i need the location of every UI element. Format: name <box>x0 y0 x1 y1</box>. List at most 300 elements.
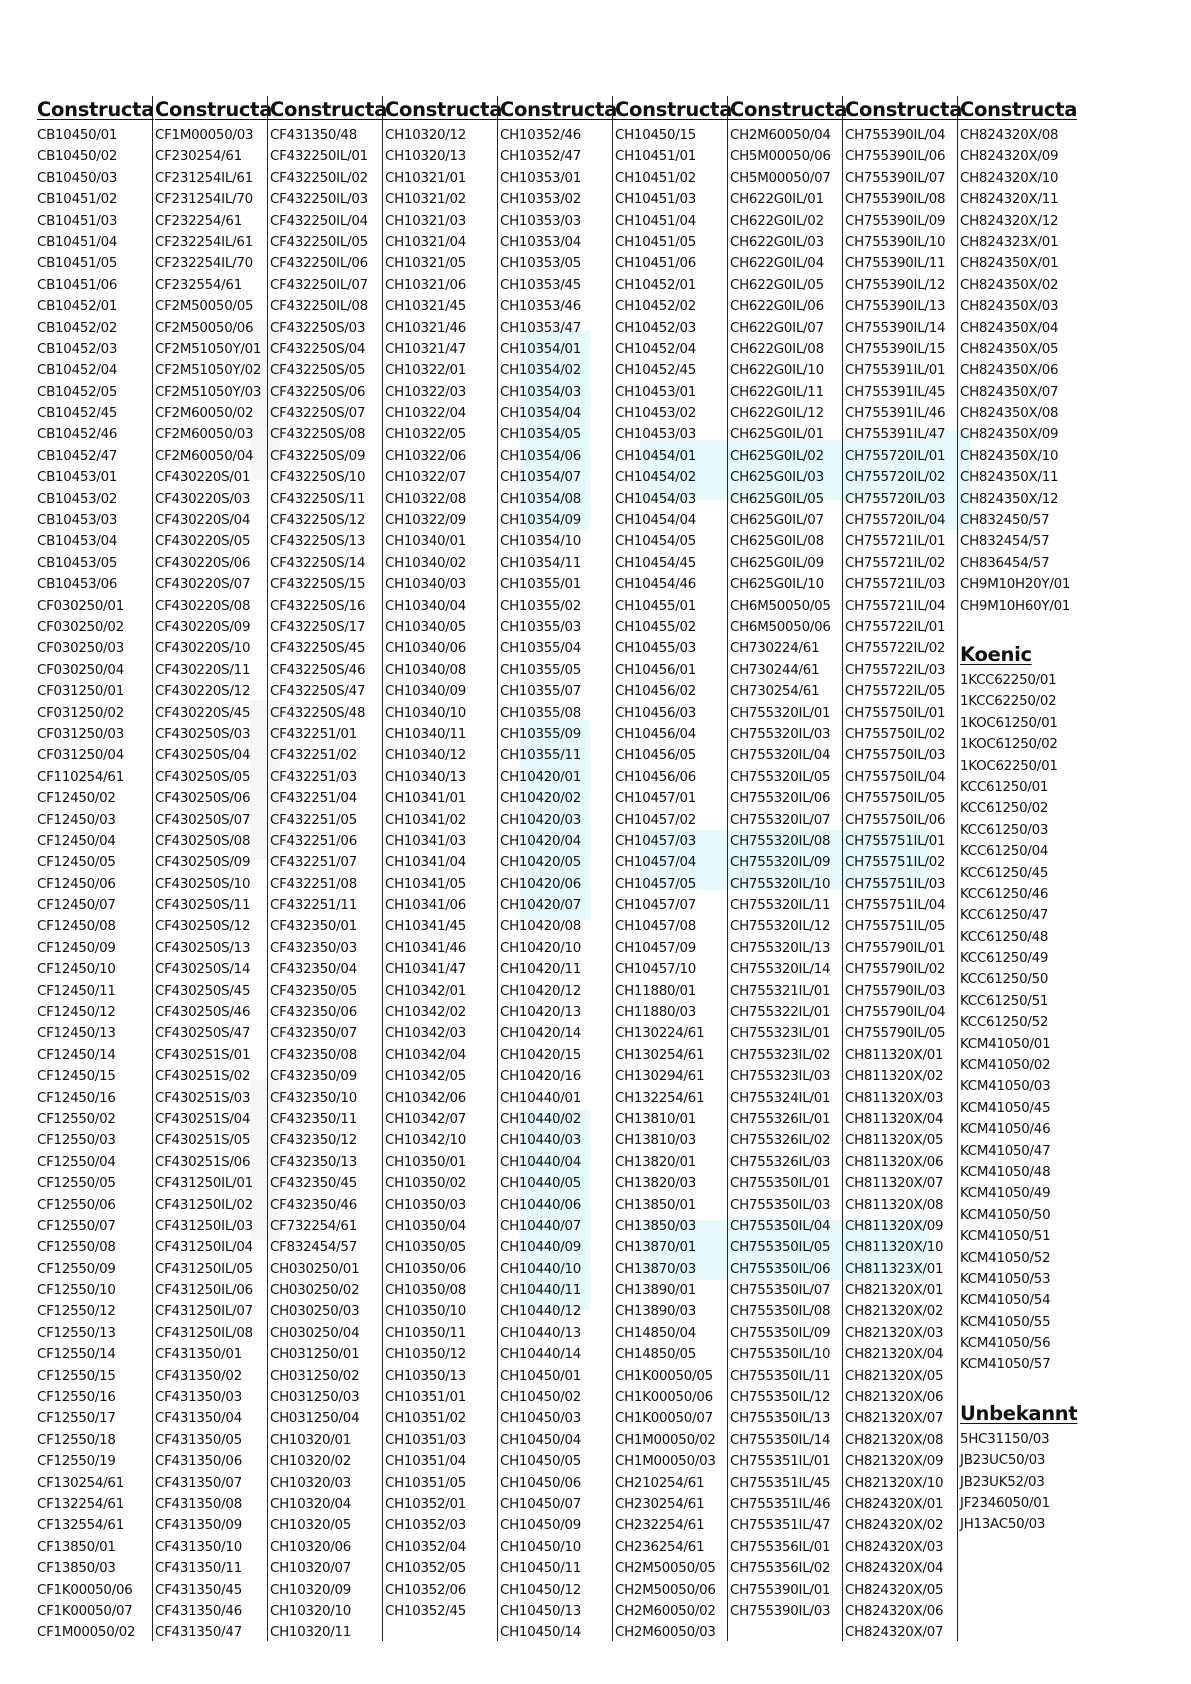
part-number: CH10450/15 <box>615 128 697 143</box>
part-number: CF430250S/06 <box>155 791 251 807</box>
part-number: CH10451/05 <box>615 234 697 250</box>
part-number: CH755720IL/01 <box>845 448 946 464</box>
part-number: CH10450/10 <box>500 1539 582 1555</box>
part-number: CH10342/10 <box>385 1133 467 1149</box>
part-number: CF432251/04 <box>270 791 357 807</box>
part-number: CH10420/06 <box>500 876 582 892</box>
part-number: CH1M00050/03 <box>615 1454 716 1470</box>
part-number: CF432250S/14 <box>270 555 366 571</box>
part-number: CF430220S/06 <box>155 555 251 571</box>
part-number: CF431250IL/06 <box>155 1283 253 1299</box>
part-number: CF430220S/11 <box>155 662 251 678</box>
part-number: CH755390IL/06 <box>845 149 946 165</box>
part-number: CH13810/01 <box>615 1111 697 1127</box>
part-number: CH755350IL/01 <box>730 1176 831 1192</box>
part-number: CH10420/13 <box>500 1005 582 1021</box>
part-number: CF430220S/07 <box>155 577 251 593</box>
part-number: CH755320IL/05 <box>730 769 831 785</box>
part-number: CH821320X/03 <box>845 1325 944 1341</box>
part-number: CH10420/16 <box>500 1069 582 1085</box>
part-number: CH824350X/07 <box>960 384 1059 400</box>
part-number: CH755391IL/47 <box>845 427 946 443</box>
part-number: CH811323X/01 <box>845 1261 944 1277</box>
part-number: CH10350/10 <box>385 1304 467 1320</box>
part-number: CF2M51050Y/03 <box>155 384 262 400</box>
part-number: CH10440/05 <box>500 1176 582 1192</box>
part-number: CF432250S/48 <box>270 705 366 721</box>
part-number: CH755350IL/05 <box>730 1240 831 1256</box>
part-number: CF432350/01 <box>270 919 357 935</box>
part-number: KCM41050/03 <box>960 1079 1051 1095</box>
part-number: CH625G0IL/10 <box>730 577 824 593</box>
part-number: CH10340/02 <box>385 555 467 571</box>
part-number: CH10450/14 <box>500 1625 582 1641</box>
part-number: CH622G0IL/12 <box>730 406 824 422</box>
part-number: CF430250S/47 <box>155 1026 251 1042</box>
part-number: CH755750IL/06 <box>845 812 946 828</box>
part-number: CH10322/05 <box>385 427 467 443</box>
part-number: CH10321/04 <box>385 234 467 250</box>
part-number: CH10420/07 <box>500 898 582 914</box>
part-number: CH232254/61 <box>615 1518 705 1534</box>
part-number: CF432250S/11 <box>270 491 366 507</box>
part-number: CF230254/61 <box>155 149 242 165</box>
part-number: CH10340/13 <box>385 769 467 785</box>
part-number: KCM41050/45 <box>960 1100 1051 1116</box>
part-number: CH031250/04 <box>270 1411 360 1427</box>
part-number: CF432250S/06 <box>270 384 366 400</box>
part-number: CB10452/01 <box>37 299 118 315</box>
part-number: CH10342/01 <box>385 983 467 999</box>
part-number: CH755350IL/04 <box>730 1218 831 1234</box>
part-number: CF232254IL/70 <box>155 256 253 272</box>
part-number: CH755722IL/02 <box>845 641 946 657</box>
part-number: CH130254/61 <box>615 1047 705 1063</box>
part-number: CH755750IL/02 <box>845 726 946 742</box>
part-number: CF430251S/04 <box>155 1111 251 1127</box>
part-number: CH10340/03 <box>385 577 467 593</box>
part-number: CH10341/46 <box>385 940 467 956</box>
part-number: CH10453/03 <box>615 427 697 443</box>
part-number: CH755722IL/01 <box>845 619 946 635</box>
part-number: CH10450/13 <box>500 1603 582 1619</box>
part-number: CH755790IL/02 <box>845 962 946 978</box>
part-number: CH755320IL/09 <box>730 855 831 871</box>
part-number: CF432250IL/03 <box>270 192 368 208</box>
part-number: CH625G0IL/07 <box>730 513 824 529</box>
part-number: CH10352/04 <box>385 1539 467 1555</box>
part-number: CB10453/03 <box>37 513 118 529</box>
part-number: CH2M60050/04 <box>730 128 831 143</box>
part-number: CF2M50050/06 <box>155 320 254 336</box>
part-number: CF12450/05 <box>37 855 116 871</box>
part-number: CF432350/11 <box>270 1111 357 1127</box>
part-number: CF430250S/13 <box>155 940 251 956</box>
part-number: CH10353/03 <box>500 213 582 229</box>
part-number: CH230254/61 <box>615 1497 705 1512</box>
column-5 <box>497 96 618 1641</box>
part-number: CF431250IL/03 <box>155 1218 253 1234</box>
part-number: CH10354/08 <box>500 491 582 507</box>
part-number: CH824350X/02 <box>960 277 1059 293</box>
part-number: CF430220S/08 <box>155 598 251 614</box>
part-number: CH821320X/06 <box>845 1390 944 1406</box>
part-number: CF432350/12 <box>270 1133 357 1149</box>
part-number: 1KCC62250/01 <box>960 672 1057 688</box>
part-number: CH10350/05 <box>385 1240 467 1256</box>
part-number: CF1M00050/03 <box>155 128 254 143</box>
part-number: CH5M00050/07 <box>730 170 831 186</box>
part-number: CH824320X/08 <box>960 128 1059 143</box>
brand-heading: Constructa <box>730 98 848 121</box>
column-9 <box>957 96 1078 1641</box>
part-number: CH755323IL/03 <box>730 1069 831 1085</box>
part-number: KCC61250/02 <box>960 801 1049 817</box>
part-number: CH10450/11 <box>500 1561 582 1577</box>
part-number: CF432250S/16 <box>270 598 366 614</box>
part-number: CH10320/06 <box>270 1539 352 1555</box>
part-number: CB10450/03 <box>37 170 118 186</box>
part-number: CF12550/05 <box>37 1176 116 1192</box>
part-number: CH13890/03 <box>615 1304 697 1320</box>
part-number: CH10456/05 <box>615 748 697 764</box>
part-number: CH10457/02 <box>615 812 697 828</box>
part-number: CF430220S/04 <box>155 513 251 529</box>
part-number: CF430250S/14 <box>155 962 251 978</box>
part-number: CH755750IL/03 <box>845 748 946 764</box>
part-number: CH755350IL/03 <box>730 1197 831 1213</box>
part-number: CH14850/04 <box>615 1325 697 1341</box>
part-number: CH755721IL/02 <box>845 555 946 571</box>
part-number: CH755350IL/12 <box>730 1390 831 1406</box>
part-number: CF430220S/01 <box>155 470 251 486</box>
part-number: CH10450/01 <box>500 1368 582 1384</box>
part-number: CF431350/03 <box>155 1390 242 1406</box>
part-number: CH755721IL/04 <box>845 598 946 614</box>
part-number: CH210254/61 <box>615 1475 705 1491</box>
part-number: CH10350/11 <box>385 1325 467 1341</box>
part-number: KCM41050/47 <box>960 1143 1051 1159</box>
part-number: CH755351IL/46 <box>730 1497 831 1512</box>
part-number: CH755750IL/01 <box>845 705 946 721</box>
part-number: CH10350/08 <box>385 1283 467 1299</box>
part-number: CH10350/02 <box>385 1176 467 1192</box>
part-number: CF432350/10 <box>270 1090 357 1106</box>
part-number: CF030250/03 <box>37 641 124 657</box>
part-number: CH755326IL/03 <box>730 1154 831 1170</box>
part-number: CH10353/47 <box>500 320 582 336</box>
part-number: CF12550/12 <box>37 1304 116 1320</box>
part-number: CH9M10H60Y/01 <box>960 598 1071 614</box>
part-number: CH10352/06 <box>385 1582 467 1598</box>
part-number: CF431350/04 <box>155 1411 242 1427</box>
part-number: CH10352/47 <box>500 149 582 165</box>
column-4 <box>382 96 503 1641</box>
part-number: CF430250S/05 <box>155 769 251 785</box>
part-number: CH10352/01 <box>385 1497 467 1512</box>
part-number: CF432350/07 <box>270 1026 357 1042</box>
part-number: CH821320X/01 <box>845 1283 944 1299</box>
part-number: CH811320X/04 <box>845 1111 944 1127</box>
part-number: CF031250/03 <box>37 726 124 742</box>
part-number: CB10452/45 <box>37 406 118 422</box>
part-number: CB10453/05 <box>37 555 118 571</box>
part-number: CF12450/07 <box>37 898 116 914</box>
part-number: CH10450/06 <box>500 1475 582 1491</box>
part-number: CH10352/45 <box>385 1603 467 1619</box>
part-number: KCM41050/57 <box>960 1357 1051 1373</box>
part-number: CH755323IL/02 <box>730 1047 831 1063</box>
part-number: CF031250/01 <box>37 684 124 700</box>
part-number: CF12550/09 <box>37 1261 116 1277</box>
part-number: CH755320IL/14 <box>730 962 831 978</box>
part-number: CF432251/11 <box>270 898 357 914</box>
part-number: CB10453/06 <box>37 577 118 593</box>
part-number: CH824350X/11 <box>960 470 1059 486</box>
part-number: KCM41050/56 <box>960 1336 1051 1352</box>
part-number: CH10456/01 <box>615 662 697 678</box>
part-number: CB10452/05 <box>37 384 118 400</box>
part-number: CH11880/01 <box>615 983 697 999</box>
brand-heading: Constructa <box>500 98 618 121</box>
part-number: CF432350/46 <box>270 1197 357 1213</box>
part-number: CF432250S/15 <box>270 577 366 593</box>
part-number: CH10321/06 <box>385 277 467 293</box>
part-number: 1KOC62250/01 <box>960 758 1058 774</box>
part-number: CH10342/07 <box>385 1111 467 1127</box>
part-number: CF432250S/09 <box>270 448 366 464</box>
part-number: CH10354/04 <box>500 406 582 422</box>
part-number: CH811320X/08 <box>845 1197 944 1213</box>
part-number: CH10354/03 <box>500 384 582 400</box>
part-number: CF732254/61 <box>270 1218 357 1234</box>
part-number: CF430251S/02 <box>155 1069 251 1085</box>
part-number: CH10352/05 <box>385 1561 467 1577</box>
part-number: CH030250/03 <box>270 1304 360 1320</box>
part-number: CH730254/61 <box>730 684 820 700</box>
part-number: CH811320X/07 <box>845 1176 944 1192</box>
part-number: CH755721IL/01 <box>845 534 946 550</box>
part-number: CH836454/57 <box>960 555 1050 571</box>
part-number: CF432251/03 <box>270 769 357 785</box>
part-number: CH755720IL/02 <box>845 470 946 486</box>
part-number: CH10454/01 <box>615 448 697 464</box>
part-number: CH755320IL/11 <box>730 898 831 914</box>
part-number: CH10341/01 <box>385 791 467 807</box>
part-number: CH10353/02 <box>500 192 582 208</box>
part-number: CF12450/16 <box>37 1090 116 1106</box>
part-number: CH10322/01 <box>385 363 467 379</box>
part-number: CH10456/02 <box>615 684 697 700</box>
part-number: CF431350/47 <box>155 1625 242 1641</box>
part-number: CH755750IL/05 <box>845 791 946 807</box>
part-number: CH824320X/01 <box>845 1497 944 1512</box>
part-number: CF231254IL/70 <box>155 192 253 208</box>
part-number: CH755722IL/05 <box>845 684 946 700</box>
part-number: CH13850/03 <box>615 1218 697 1234</box>
part-number: CH824320X/03 <box>845 1539 944 1555</box>
part-number: CH10354/01 <box>500 341 582 357</box>
part-number: CH10342/05 <box>385 1069 467 1085</box>
part-number: CH755390IL/03 <box>730 1603 831 1619</box>
part-number: CH10340/11 <box>385 726 467 742</box>
part-number: CH10340/04 <box>385 598 467 614</box>
part-number: CH10420/01 <box>500 769 582 785</box>
part-number: CH10454/02 <box>615 470 697 486</box>
part-number: CH755326IL/02 <box>730 1133 831 1149</box>
part-number: CH730224/61 <box>730 641 820 657</box>
part-number: CH755321IL/01 <box>730 983 831 999</box>
part-number: CF1K00050/07 <box>37 1603 133 1619</box>
part-number: CH10456/06 <box>615 769 697 785</box>
part-number: CF432350/09 <box>270 1069 357 1085</box>
part-number: CF030250/04 <box>37 662 124 678</box>
part-number: CH755790IL/05 <box>845 1026 946 1042</box>
part-number: CH10452/03 <box>615 320 697 336</box>
part-number: CH10440/01 <box>500 1090 582 1106</box>
part-number: CF432251/08 <box>270 876 357 892</box>
part-number: CH821320X/09 <box>845 1454 944 1470</box>
part-number: CF12450/08 <box>37 919 116 935</box>
part-number: CH10452/01 <box>615 277 697 293</box>
part-number: CH10420/02 <box>500 791 582 807</box>
part-number: CH130224/61 <box>615 1026 705 1042</box>
part-number: CH10354/11 <box>500 555 582 571</box>
part-number: CH755751IL/03 <box>845 876 946 892</box>
part-number: CH10455/02 <box>615 619 697 635</box>
column-3 <box>267 96 388 1641</box>
part-number: CH10354/05 <box>500 427 582 443</box>
part-number: CF432350/45 <box>270 1176 357 1192</box>
part-number: CH811320X/02 <box>845 1069 944 1085</box>
part-number: CH755390IL/01 <box>730 1582 831 1598</box>
part-number: CH13820/01 <box>615 1154 697 1170</box>
part-number: CF12450/09 <box>37 940 116 956</box>
part-number: CH11880/03 <box>615 1005 697 1021</box>
part-number: CH10320/13 <box>385 149 467 165</box>
part-number: CH10354/06 <box>500 448 582 464</box>
part-number: CH13890/01 <box>615 1283 697 1299</box>
part-number: CF432251/05 <box>270 812 357 828</box>
part-number: CH10321/01 <box>385 170 467 186</box>
part-number: CH10322/09 <box>385 513 467 529</box>
part-number: CH9M10H20Y/01 <box>960 577 1071 593</box>
part-number: CH10420/12 <box>500 983 582 999</box>
part-number: CH622G0IL/02 <box>730 213 824 229</box>
part-number: CH10320/12 <box>385 128 467 143</box>
part-number: CF12550/08 <box>37 1240 116 1256</box>
part-number: CH10351/01 <box>385 1390 467 1406</box>
part-number: CF432250S/45 <box>270 641 366 657</box>
part-number: CF431350/45 <box>155 1582 242 1598</box>
part-number: CH13870/03 <box>615 1261 697 1277</box>
part-number: CH622G0IL/04 <box>730 256 824 272</box>
part-number: CF430220S/45 <box>155 705 251 721</box>
part-number: CH824350X/08 <box>960 406 1059 422</box>
part-number: CB10451/02 <box>37 192 118 208</box>
part-number: CH10351/04 <box>385 1454 467 1470</box>
part-number: CF12450/14 <box>37 1047 116 1063</box>
section-gap <box>960 1376 1072 1400</box>
part-number: CH10355/09 <box>500 726 582 742</box>
section-gap <box>960 617 1072 641</box>
part-number: CF430250S/07 <box>155 812 251 828</box>
part-number: CH755356IL/01 <box>730 1539 831 1555</box>
part-number: CH10457/09 <box>615 940 697 956</box>
part-number: CH10354/10 <box>500 534 582 550</box>
part-number: CH824350X/05 <box>960 341 1059 357</box>
part-number: CH10450/04 <box>500 1432 582 1448</box>
part-number: CH811320X/06 <box>845 1154 944 1170</box>
part-number: CH755322IL/01 <box>730 1005 831 1021</box>
part-number: CH10455/01 <box>615 598 697 614</box>
part-number: CH10322/06 <box>385 448 467 464</box>
part-number: CH625G0IL/05 <box>730 491 824 507</box>
part-number: CH6M50050/05 <box>730 598 831 614</box>
part-number: CH10355/05 <box>500 662 582 678</box>
part-number: CH755751IL/05 <box>845 919 946 935</box>
part-number: CH755320IL/04 <box>730 748 831 764</box>
part-number: CH10451/03 <box>615 192 697 208</box>
part-number: CH13870/01 <box>615 1240 697 1256</box>
part-number: CH10342/02 <box>385 1005 467 1021</box>
part-number: CF12550/04 <box>37 1154 116 1170</box>
brand-heading: Koenic <box>960 642 1032 666</box>
part-number: CH10354/09 <box>500 513 582 529</box>
part-number: CH10320/04 <box>270 1497 352 1512</box>
part-number: CH755390IL/04 <box>845 128 946 143</box>
part-number: CH10350/06 <box>385 1261 467 1277</box>
part-number: CF110254/61 <box>37 769 124 785</box>
part-number: CH10320/01 <box>270 1432 352 1448</box>
part-number: CH10320/11 <box>270 1625 352 1641</box>
part-number: CH10322/08 <box>385 491 467 507</box>
part-number: CB10451/05 <box>37 256 118 272</box>
part-number: CH10420/15 <box>500 1047 582 1063</box>
part-number: 1KOC61250/02 <box>960 737 1058 753</box>
part-number: CH10321/02 <box>385 192 467 208</box>
part-number: CH10355/11 <box>500 748 582 764</box>
brand-heading: Constructa <box>385 98 503 121</box>
part-number: KCM41050/51 <box>960 1229 1051 1245</box>
brand-heading: Constructa <box>960 98 1078 121</box>
part-number: CF430251S/06 <box>155 1154 251 1170</box>
part-number: CF431350/07 <box>155 1475 242 1491</box>
part-number: 1KCC62250/02 <box>960 694 1057 710</box>
part-number: CH730244/61 <box>730 662 820 678</box>
part-number: KCC61250/52 <box>960 1015 1049 1031</box>
part-number: CF432250S/47 <box>270 684 366 700</box>
part-number: CH10457/07 <box>615 898 697 914</box>
part-number: CH10440/11 <box>500 1283 582 1299</box>
part-number: CH10455/03 <box>615 641 697 657</box>
part-number: CH755751IL/04 <box>845 898 946 914</box>
part-number: CH625G0IL/03 <box>730 470 824 486</box>
part-number: CH10350/12 <box>385 1347 467 1363</box>
part-number: JB23UC50/03 <box>960 1453 1046 1469</box>
part-number: CH10350/03 <box>385 1197 467 1213</box>
part-number: CB10451/04 <box>37 234 118 250</box>
part-number: 5HC31150/03 <box>960 1431 1050 1447</box>
part-number: CH13850/01 <box>615 1197 697 1213</box>
part-number: CH10457/08 <box>615 919 697 935</box>
part-number: CF12450/02 <box>37 791 116 807</box>
part-number: CH236254/61 <box>615 1539 705 1555</box>
part-number: CF432250IL/07 <box>270 277 368 293</box>
part-number: CH10456/04 <box>615 726 697 742</box>
part-number: CF232254IL/61 <box>155 234 253 250</box>
part-number: CH10350/13 <box>385 1368 467 1384</box>
